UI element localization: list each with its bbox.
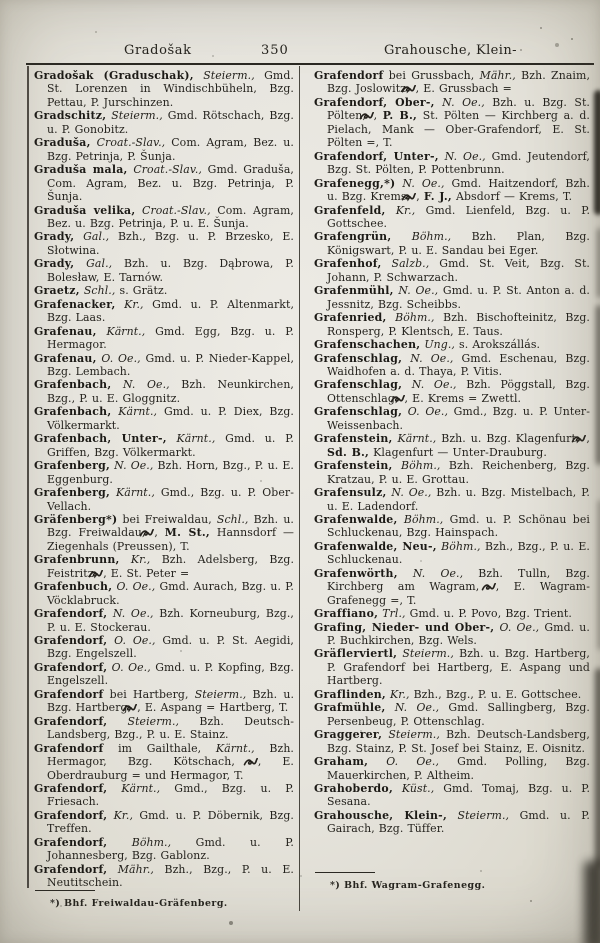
entry-text: Hannsdorf — Ziegenhals (Preussen), T. (47, 526, 294, 553)
gazetteer-entry (34, 298, 294, 325)
gazetteer-entry (34, 352, 294, 379)
entry-region: Ung., (420, 338, 455, 352)
entry-headword: Grafendorf, (34, 607, 108, 621)
entry-region: Kärnt., (107, 782, 161, 796)
entry-text: Bzh. Znaim, Bzg. Joslowitz, (327, 69, 591, 96)
entry-region: O. Oe., (368, 755, 440, 769)
entries-list-left (34, 69, 294, 890)
entry-headword: Grady, (34, 230, 75, 244)
entry-region: Steierm., (382, 728, 440, 742)
gazetteer-entry (34, 459, 294, 486)
entry-region: Steierm., (193, 69, 255, 82)
entry-region: Böhm., (436, 539, 481, 553)
entry-text: Gmd. u. P. Griffen, Bzg. Völkermarkt. (47, 432, 294, 459)
entry-headword: Grafenschachen, (314, 338, 421, 352)
gazetteer-entry (34, 405, 294, 432)
entry-text: Gmd. Eschenau, Bzg. Waidhofen a. d. Thaya, P. Vitis. (327, 351, 590, 378)
entry-region: Croat.-Slav., (127, 163, 202, 177)
gazetteer-entry (34, 742, 294, 782)
entry-headword: Grahousche, Klein-, (314, 808, 447, 822)
gazetteer-entry (34, 513, 294, 553)
entry-text: s. Arokszállás. (454, 338, 541, 352)
entry-headword: Grafenstein, (314, 432, 393, 446)
gazetteer-entry (314, 755, 590, 782)
entry-text: Gmd. u. P. Altenmarkt, Bzg. Laas. (47, 297, 295, 325)
entry-region: Croat.-Slav., (135, 203, 211, 217)
entry-region: N. Oe., (386, 486, 432, 500)
entry-headword: Grafmühle, (314, 701, 386, 715)
entry-region: N. Oe., (402, 378, 457, 392)
gazetteer-entry (34, 715, 294, 742)
entry-headword: Grafendorf (314, 69, 384, 82)
entry-region: Kärnt., (392, 432, 437, 446)
scan-edge-smudge (595, 668, 600, 868)
entry-text: Gmd. u. P. Gairach, Bzg. Tüffer. (327, 808, 590, 836)
entry-headword: Gradschitz, (34, 109, 107, 123)
entry-region: Kärnt., (166, 432, 216, 446)
entry-text: Bzh., Bzg. u. P. Brzesko, E. Słotwina. (47, 230, 294, 257)
entry-headword: Grafendorf, (34, 808, 108, 822)
gazetteer-entry (34, 553, 294, 580)
entry-region: N. Oe., (385, 701, 440, 715)
gazetteer-entry (34, 257, 294, 284)
entry-text: Gmd. Aurach, Bzg. u. P. Vöcklabruck. (47, 580, 294, 607)
entry-headword: Sd. B., (327, 445, 370, 459)
entry-headword: Grafenegg,*) (314, 176, 396, 190)
entry-headword: Grafenau, (34, 324, 97, 338)
scan-edge-smudge (596, 305, 600, 465)
gazetteer-entry (314, 257, 590, 284)
entry-text: , E. Grussbach = (415, 82, 512, 96)
gazetteer-entry (34, 325, 294, 352)
column-left (34, 69, 294, 917)
entry-headword: Grafensulz, (314, 486, 387, 500)
gazetteer-entry (314, 284, 590, 311)
entry-text: Bzh. Adelsberg, Bzg. Feistritz, (47, 553, 295, 580)
entry-headword: Grafenwalde, Neu-, (314, 539, 437, 553)
footnote-left: *) Bhf. Freiwaldau-Gräfenberg. (50, 897, 228, 909)
entry-headword: Grafendorf, Unter-, (314, 149, 439, 163)
entry-text: Bzh. u. Bzg. Hartberg, P. Grafendorf bei Hartberg, E. Aspang und Hartberg. (327, 647, 590, 688)
footnote-right: *) Bhf. Wagram-Grafenegg. (330, 880, 486, 891)
entry-text: , E. St. Peter = (103, 566, 190, 580)
gazetteer-entry (314, 352, 590, 379)
entry-text: Gmd. u. P. Schönau bei Schluckenau, Bzg. Hainspach. (327, 512, 590, 540)
entry-text: , (154, 526, 165, 540)
footnote-rule-right (315, 872, 375, 873)
entry-text: Bzh. u. Bzg. Freiwaldau, (47, 512, 294, 540)
entry-region: N. Oe., (111, 378, 170, 392)
entry-region: N. Oe., (107, 607, 154, 621)
left-border-rule (27, 66, 29, 888)
entry-text: Gmd. Lienfeld, Bzg. u. P. Gottschee. (327, 203, 591, 230)
entry-region: Steierm., (447, 808, 510, 822)
entry-text: Gmd. u. P. Buchkirchen, Bzg. Wels. (327, 620, 590, 648)
gazetteer-entry (314, 809, 590, 836)
entry-region: Steierm., (106, 109, 163, 123)
entry-headword: Grafenschlag, (314, 378, 403, 392)
entry-headword: Grafenbach, Unter-, (34, 432, 167, 446)
gazetteer-entry (314, 177, 590, 204)
column-right (314, 69, 590, 917)
entry-region: Kärnt., (111, 405, 158, 419)
entry-headword: Gräflerviertl, (314, 647, 398, 661)
header-left-keyword: Gradošak (124, 43, 192, 58)
entry-headword: Grafenacker, (34, 297, 116, 311)
entry-headword: Gradošak (Graduschak), (34, 69, 194, 82)
entry-text: Bzh. Tulln, Bzg. Kirchberg am Wagram, (327, 566, 590, 594)
entry-region: O. Oe., (96, 351, 141, 365)
entry-region: Mähr., (107, 862, 154, 876)
entry-text: , (586, 432, 590, 446)
entry-region: Gal., (74, 230, 110, 244)
entry-headword: Grafenmühl, (314, 284, 394, 298)
entry-text: Gmd. St. Veit, Bzg. St. Johann, P. Schwarzach. (327, 257, 590, 284)
entry-headword: Graduša, (34, 136, 91, 150)
entry-headword: Graggerer, (314, 728, 383, 742)
entry-text: Gmd. Haitzendorf, Bzh. u. Bzg. Krems, (327, 176, 590, 204)
gazetteer-entry (34, 284, 294, 297)
entry-headword: Grafenberg, (34, 486, 111, 500)
entry-text: s. Grätz. (115, 284, 168, 298)
gazetteer-entry (314, 607, 590, 620)
entry-region: O. Oe., (402, 405, 449, 419)
entry-text: Bzh. Deutsch-Landsberg, Bzg. Stainz, P. St. Josef bei Stainz, E. Oisnitz. (327, 728, 590, 755)
gazetteer-entry (314, 647, 590, 687)
entry-headword: F. J., (423, 190, 452, 204)
entry-text: Gmd. u. P. St. Aegidi, Bzg. Engelszell. (47, 634, 294, 661)
entry-region: Trl., (378, 607, 406, 621)
entry-region: N. Oe., (393, 284, 439, 298)
entry-text: Gmd. u. P. Diex, Bzg. Völkermarkt. (47, 405, 294, 432)
entry-headword: Grafenschlag, (314, 405, 403, 419)
entry-headword: Grafenwörth, (314, 566, 398, 580)
entry-region: Mähr., (479, 69, 516, 82)
entry-headword: Grafendorf, (34, 835, 108, 849)
entry-text: Gmd., Bzg. u. P. Ober-Vellach. (47, 486, 294, 513)
entry-text: Bzh. Reichenberg, Bzg. Kratzau, P. u. E. Grottau. (327, 459, 590, 486)
entry-headword: Grafendorf, Ober-, (314, 95, 435, 109)
entry-region: N. Oe., (434, 95, 485, 109)
header-right-keyword: Grahousche, Klein- (384, 43, 517, 58)
entry-headword: Grafendorf (34, 687, 104, 701)
entry-text: Gmd. Tomaj, Bzg. u. P. Sesana. (327, 782, 591, 809)
entry-region: N. Oe., (397, 566, 464, 580)
entry-text: Bzh. u. Bzg. Mistelbach, P. u. E. Ladendorf. (327, 486, 590, 513)
entry-headword: Grafendorf, (34, 782, 108, 796)
entry-headword: Grafenstein, (314, 459, 393, 473)
entry-headword: Grafendorf (34, 741, 104, 755)
entry-text: Bzh. Pöggstall, Bzg. Ottenschlag, (327, 378, 590, 405)
entry-region: Schl., (216, 512, 249, 526)
entry-region: Küst., (392, 782, 435, 796)
entry-headword: Grafenau, (34, 351, 97, 365)
gazetteer-entry (314, 230, 590, 257)
gazetteer-entry (34, 836, 294, 863)
entry-region: Kärnt., (96, 324, 146, 338)
entry-region: Steierm., (397, 647, 454, 661)
entry-text: Gmd., Bzg. u. P. Friesach. (47, 782, 294, 809)
entry-region: Böhm., (397, 512, 444, 526)
entry-region: Croat.-Slav., (90, 136, 166, 150)
entry-headword: Grafenwalde, (314, 512, 398, 526)
entry-text: bei Freiwaldau, (117, 512, 217, 526)
entry-text: Gmd. Rötschach, Bzg. u. P. Gonobitz. (47, 109, 294, 136)
gazetteer-entry (34, 432, 294, 459)
entry-region: Kärnt., (110, 486, 155, 500)
entry-text: Bzh. Korneuburg, Bzg., P. u. E. Stockerau. (47, 607, 294, 634)
gazetteer-entry (314, 311, 590, 338)
entry-text: Bzh., Bzg., P. u. E. Schluckenau. (327, 539, 590, 567)
gazetteer-entry (314, 728, 590, 755)
entry-region: N. Oe., (395, 176, 445, 190)
gazetteer-entry (34, 607, 294, 634)
entry-region: Böhm., (391, 230, 452, 244)
entry-text: Bzh. Deutsch-Landsberg, Bzg., P. u. E. Stainz. (47, 714, 294, 742)
entry-text: Bzh. u. Bzg. St. Pölten, (327, 95, 590, 123)
gazetteer-entry (314, 150, 590, 177)
gazetteer-entry (34, 204, 294, 231)
entry-text: Gmd. Sallingberg, Bzg. Persenbeug, P. Ottenschlag. (327, 701, 590, 728)
entry-region: Böhm., (392, 459, 441, 473)
entry-headword: Grafenbach, (34, 378, 112, 392)
entry-headword: Grafendorf, (34, 862, 108, 876)
gazetteer-entry (34, 230, 294, 257)
gazetteer-entry (314, 69, 590, 96)
entry-headword: Gräfenberg*) (34, 512, 118, 526)
entry-text: Gmd. Polling, Bzg. Mauerkirchen, P. Altheim. (327, 755, 590, 782)
entry-region: Kr., (107, 808, 134, 822)
entry-region: O. Oe., (107, 634, 156, 648)
entry-text: Klagenfurt — Unter-Drauburg. (369, 445, 547, 459)
gazetteer-entry (34, 136, 294, 163)
entry-text: Absdorf — Krems, T. (451, 190, 573, 204)
entry-headword: Grady, (34, 257, 75, 271)
gazetteer-entry (34, 661, 294, 688)
entry-region: Salzb., (381, 257, 430, 271)
entry-text: Gmd., Bzg. u. P. Unter-Weissenbach. (327, 405, 590, 432)
entry-text: Bzh. Hermagor, Bzg. Kötschach, (47, 741, 294, 769)
entry-text: Gmd. St. Lorenzen in Windischbüheln, Bzg. Pettau, P. Jurschinzen. (47, 69, 294, 109)
gazetteer-entry (314, 96, 590, 150)
entry-headword: Grafengrün, (314, 230, 392, 244)
entry-text: bei Grussbach, (383, 69, 480, 82)
entry-headword: Grafendorf, (34, 660, 108, 674)
entry-text: Gmd. u. P. Döbernik, Bzg. Treffen. (47, 808, 294, 836)
entry-region: Kärnt., (215, 741, 255, 755)
gazetteer-entry (34, 163, 294, 203)
entry-text: Bzh. Plan, Bzg. Königswart, P. u. E. Sandau bei Eger. (327, 230, 590, 257)
entry-text: bei Hartberg, (103, 687, 195, 701)
entry-text: Bzh., Bzg., P. u. E. Gottschee. (409, 687, 582, 701)
entry-text: Com. Agram, Bez. u. Bzg. Petrinja, P. u. E. Šunja. (47, 203, 294, 230)
entry-text: im Gailthale, (103, 741, 216, 755)
entry-text: Bzh., Bzg., P. u. E. Neutitschein. (47, 862, 294, 890)
entry-region: N. Oe., (402, 351, 454, 365)
gazetteer-entry (34, 634, 294, 661)
entry-text: Gmd. u. P. Kopfing, Bzg. Engelszell. (47, 660, 294, 688)
entry-headword: Grafing, Nieder- und Ober-, (314, 620, 495, 634)
scan-speckles (0, 0, 2, 2)
entry-headword: P. B., (382, 109, 418, 123)
entry-text: Com. Agram, Bez. u. Bzg. Petrinja, P. Šunja. (47, 136, 294, 163)
entry-text: Gmd. Graduša, Com. Agram, Bez. u. Bzg. Petrinja, P. Šunja. (47, 163, 294, 204)
entries-list-right (314, 69, 590, 836)
entry-text: Gmd. u. P. Nieder-Kappel, Bzg. Lembach. (47, 351, 295, 378)
entry-text: , (373, 109, 383, 123)
columns-container (34, 69, 590, 917)
entry-text: , E. Aspang = Hartberg, T. (137, 701, 289, 715)
footnote-block-right (314, 872, 590, 917)
entry-text: Bzh. u. Bzg. Hartberg, (47, 687, 295, 715)
gazetteer-entry (314, 513, 590, 540)
entry-headword: Grafenschlag, (314, 351, 403, 365)
entry-region: O. Oe., (112, 580, 156, 594)
entry-headword: Grafendorf, (34, 714, 108, 728)
entry-headword: Grafenfeld, (314, 203, 386, 217)
entry-headword: Grafenbrunn, (34, 553, 120, 567)
entry-region: O. Oe., (107, 660, 151, 674)
gazetteer-entry (314, 459, 590, 486)
entry-headword: Graduša velika, (34, 203, 136, 217)
entry-region: Gal., (74, 257, 113, 271)
entry-text: Gmd. Egg, Bzg. u. P. Hermagor. (47, 324, 294, 352)
gazetteer-entry (314, 486, 590, 513)
entry-region: N. Oe., (438, 149, 486, 163)
gazetteer-entry (314, 432, 590, 459)
entry-region: Böhm., (107, 835, 172, 849)
gazetteer-entry (34, 580, 294, 607)
gazetteer-entry (314, 782, 590, 809)
entry-text: , E. Krems = Zwettl. (404, 391, 522, 405)
entry-region: Kr., (115, 297, 144, 311)
entry-text: Bzh. Bischofteinitz, Bzg. Ronsperg, P. Klentsch, E. Taus. (327, 311, 590, 338)
entry-region: Steierm., (194, 687, 247, 701)
entry-text: Gmd. u. P. Johannesberg, Bzg. Gablonz. (47, 835, 294, 863)
entry-headword: Grafendorf, (34, 634, 108, 648)
footnote-rule-left (35, 890, 95, 891)
entry-text: , E. Oberdrauburg = und Hermagor, T. (47, 755, 294, 782)
entry-headword: Grafenberg, (34, 459, 111, 473)
entry-text: St. Pölten — Kirchberg a. d. Pielach, Mank — Ober-Grafendorf, E. St. Pölten =, T. (327, 109, 590, 150)
entry-headword: Grafenbuch, (34, 580, 113, 594)
entry-region: O. Oe., (494, 620, 540, 634)
entry-region: Schl., (79, 284, 116, 298)
entry-text: Bzh. u. Bzg. Klagenfurt, (436, 432, 585, 446)
gazetteer-entry (314, 338, 590, 351)
gazetteer-entry (314, 701, 590, 728)
header-page-number: 350 (261, 43, 289, 58)
gazetteer-entry (314, 204, 590, 231)
footnote-block-left (34, 890, 294, 935)
entry-headword: Grafenbach, (34, 405, 112, 419)
entry-region: Kr., (385, 687, 410, 701)
entry-headword: Graduša mala, (34, 163, 128, 177)
gazetteer-entry (314, 540, 590, 567)
entry-text: Bzh. u. Bzg. Dąbrowa, P. Bolesław, E. Tarnów. (47, 257, 294, 284)
gazetteer-entry (34, 863, 294, 890)
entry-text: , E. Wagram-Grafenegg =, T. (327, 580, 590, 607)
scan-edge-smudge (594, 90, 600, 215)
header-rule (26, 63, 594, 65)
entry-text: Gmd. u. P. St. Anton a. d. Jessnitz, Bzg. Scheibbs. (327, 284, 590, 311)
gazetteer-entry (314, 688, 590, 701)
gazetteer-entry (314, 621, 590, 648)
entry-region: Böhm., (386, 311, 435, 325)
gazetteer-entry (34, 378, 294, 405)
entry-region: Kr., (385, 203, 416, 217)
gazetteer-entry (314, 405, 590, 432)
entry-region: N. Oe., (110, 459, 154, 473)
gazetteer-entry (314, 378, 590, 405)
entry-headword: Grafenried, (314, 311, 387, 325)
gazetteer-entry (34, 782, 294, 809)
gazetteer-entry (34, 809, 294, 836)
gazetteer-entry (34, 109, 294, 136)
entry-region: Steierm., (107, 714, 180, 728)
gazetteer-entry (34, 688, 294, 715)
entry-headword: Graffiano, (314, 607, 379, 621)
entry-text: Bzh. Horn, Bzg., P. u. E. Eggenburg. (47, 459, 294, 486)
entry-text: Gmd. Jeutendorf, Bzg. St. Pölten, P. Pottenbrunn. (327, 149, 590, 177)
entry-headword: Graetz, (34, 284, 80, 298)
entry-text: , (416, 190, 424, 204)
gazetteer-entry (34, 486, 294, 513)
entry-headword: Graham, (314, 755, 369, 769)
gazetteer-entry (34, 69, 294, 109)
entry-headword: M. St., (164, 526, 210, 540)
gazetteer-entry (314, 567, 590, 607)
entry-text: Gmd. u. P. Povo, Bzg. Trient. (405, 607, 572, 621)
entry-headword: Grafenhof, (314, 257, 382, 271)
entry-headword: Graflinden, (314, 687, 386, 701)
entry-text: Bzh. Neunkirchen, Bzg., P. u. E. Gloggnitz. (47, 378, 294, 405)
entry-region: Kr., (119, 553, 151, 567)
entry-headword: Grahoberdo, (314, 782, 393, 796)
